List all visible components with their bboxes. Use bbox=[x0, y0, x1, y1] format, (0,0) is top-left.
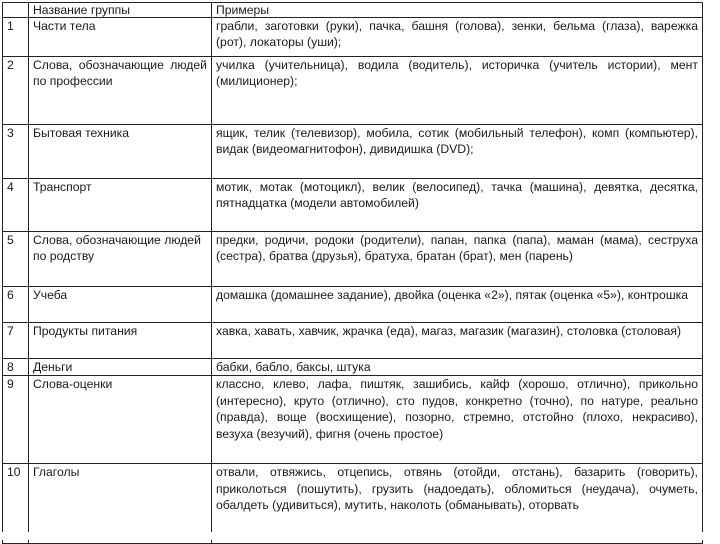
table-row bbox=[3, 18, 703, 57]
row-num: 1 bbox=[3, 18, 29, 57]
row-group: Глаголы bbox=[29, 464, 212, 544]
header-examples: Примеры bbox=[212, 3, 703, 18]
slang-table bbox=[2, 2, 703, 544]
row-group: Транспорт bbox=[29, 179, 212, 232]
table-row bbox=[3, 232, 703, 287]
table-row bbox=[3, 179, 703, 232]
row-group: Слова, обозначающие людей по профессии bbox=[29, 57, 212, 125]
row-num: 3 bbox=[3, 125, 29, 179]
row-group: Слова, обозначающие людей по родству bbox=[29, 232, 212, 287]
row-examples: бабки, бабло, баксы, штука bbox=[212, 359, 703, 376]
header-num bbox=[3, 3, 29, 18]
page-bottom-edge bbox=[0, 532, 720, 540]
row-examples: училка (учительница), водила (водитель), историчка (учитель истории), мент (милиционер); bbox=[212, 57, 703, 125]
row-examples: домашка (домашнее задание), двойка (оценка «2»), пятак (оценка «5»), контрошка bbox=[212, 287, 703, 323]
table-row bbox=[3, 125, 703, 179]
row-group: Деньги bbox=[29, 359, 212, 376]
row-group: Бытовая техника bbox=[29, 125, 212, 179]
row-group: Части тела bbox=[29, 18, 212, 57]
table-row bbox=[3, 57, 703, 125]
row-examples: отвали, отвяжись, отцепись, отвянь (отойди, отстань), базарить (говорить), приколоться (пошутить), грузить (надоедать), обломиться (неудача), очуметь, обалдеть (удивиться), мутить, наколоть (обманывать), оторвать bbox=[212, 464, 703, 544]
row-num: 9 bbox=[3, 376, 29, 464]
row-num: 5 bbox=[3, 232, 29, 287]
row-group: Слова-оценки bbox=[29, 376, 212, 464]
row-group: Учеба bbox=[29, 287, 212, 323]
table-row bbox=[3, 287, 703, 323]
row-num: 6 bbox=[3, 287, 29, 323]
row-examples: ящик, телик (телевизор), мобила, сотик (мобильный телефон), комп (компьютер), видак (видеомагнитофон), дивидишка (DVD); bbox=[212, 125, 703, 179]
row-num: 7 bbox=[3, 323, 29, 359]
row-group: Продукты питания bbox=[29, 323, 212, 359]
row-num: 10 bbox=[3, 464, 29, 544]
row-num: 2 bbox=[3, 57, 29, 125]
table-row bbox=[3, 323, 703, 359]
row-num: 4 bbox=[3, 179, 29, 232]
table-header-row bbox=[3, 3, 703, 18]
row-num: 8 bbox=[3, 359, 29, 376]
row-examples: грабли, заготовки (руки), пачка, башня (голова), зенки, бельма (глаза), варежка (рот), локаторы (уши); bbox=[212, 18, 703, 57]
row-examples: предки, родичи, родоки (родители), папан, папка (папа), маман (мама), сеструха (сестра), братва (друзья), братуха, братан (брат), мен (парень) bbox=[212, 232, 703, 287]
table-row bbox=[3, 376, 703, 464]
table-row bbox=[3, 359, 703, 376]
row-examples: хавка, хавать, хавчик, жрачка (еда), магаз, магазик (магазин), столовка (столовая) bbox=[212, 323, 703, 359]
row-examples: классно, клево, лафа, пиштяк, зашибись, кайф (хорошо, отлично), прикольно (интересно), круто (отлично), сто пудов, конкретно (точно), по натуре, реально (правда), воще (восхищение), позорно, стремно, отстойно (плохо, некрасиво), везуха (везучий), фигня (очень простое) bbox=[212, 376, 703, 464]
row-examples: мотик, мотак (мотоцикл), велик (велосипед), тачка (машина), девятка, десятка, пятнадцатка (модели автомобилей) bbox=[212, 179, 703, 232]
header-group: Название группы bbox=[29, 3, 212, 18]
